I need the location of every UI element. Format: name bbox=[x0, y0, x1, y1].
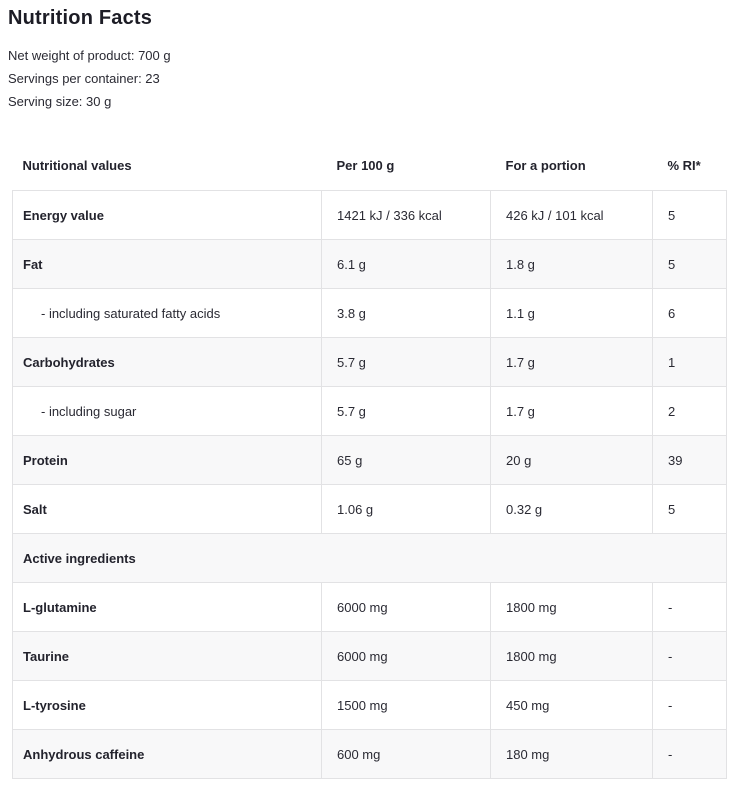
value-ri: 39 bbox=[653, 436, 727, 485]
header-for-a-portion: For a portion bbox=[491, 158, 653, 191]
table-header-row bbox=[13, 158, 727, 191]
table-row-saturated-fatty-acids bbox=[13, 289, 727, 338]
value-per-portion: 1.1 g bbox=[491, 289, 653, 338]
value-per-100g: 1421 kJ / 336 kcal bbox=[322, 191, 491, 240]
table-row-anhydrous-caffeine bbox=[13, 730, 727, 779]
table-row-l-glutamine bbox=[13, 583, 727, 632]
table-row-sugar bbox=[13, 387, 727, 436]
value-per-100g: 600 mg bbox=[322, 730, 491, 779]
value-per-100g: 5.7 g bbox=[322, 387, 491, 436]
value-per-portion: 426 kJ / 101 kcal bbox=[491, 191, 653, 240]
value-per-100g: 6.1 g bbox=[322, 240, 491, 289]
value-per-100g: 6000 mg bbox=[322, 632, 491, 681]
nutrition-table bbox=[12, 158, 727, 779]
value-ri: 2 bbox=[653, 387, 727, 436]
value-per-portion: 1.8 g bbox=[491, 240, 653, 289]
table-section-row-active-ingredients bbox=[13, 534, 727, 583]
value-per-portion: 180 mg bbox=[491, 730, 653, 779]
product-info bbox=[8, 49, 730, 108]
table-row-salt bbox=[13, 485, 727, 534]
header-nutritional-values: Nutritional values bbox=[13, 158, 322, 191]
header-percent-ri: % RI* bbox=[653, 158, 727, 191]
header-per-100g: Per 100 g bbox=[322, 158, 491, 191]
value-ri: - bbox=[653, 583, 727, 632]
value-ri: 5 bbox=[653, 191, 727, 240]
value-per-100g: 6000 mg bbox=[322, 583, 491, 632]
value-ri: 1 bbox=[653, 338, 727, 387]
row-label: Carbohydrates bbox=[13, 338, 322, 387]
value-per-portion: 1.7 g bbox=[491, 387, 653, 436]
value-ri: 5 bbox=[653, 240, 727, 289]
serving-size-line: Serving size: 30 g bbox=[8, 94, 112, 109]
row-label: Anhydrous caffeine bbox=[13, 730, 322, 779]
row-label: Protein bbox=[13, 436, 322, 485]
value-per-100g: 5.7 g bbox=[322, 338, 491, 387]
table-row-fat bbox=[13, 240, 727, 289]
row-sub-label: - including saturated fatty acids bbox=[13, 289, 322, 338]
value-per-100g: 65 g bbox=[322, 436, 491, 485]
value-per-portion: 1800 mg bbox=[491, 632, 653, 681]
section-label: Active ingredients bbox=[13, 534, 727, 583]
value-per-portion: 1.7 g bbox=[491, 338, 653, 387]
value-per-portion: 20 g bbox=[491, 436, 653, 485]
servings-per-container-line: Servings per container: 23 bbox=[8, 71, 160, 86]
value-per-100g: 1.06 g bbox=[322, 485, 491, 534]
table-row-protein bbox=[13, 436, 727, 485]
row-label: Fat bbox=[13, 240, 322, 289]
table-row-taurine bbox=[13, 632, 727, 681]
row-label: Salt bbox=[13, 485, 322, 534]
value-ri: - bbox=[653, 730, 727, 779]
row-sub-label: - including sugar bbox=[13, 387, 322, 436]
value-ri: - bbox=[653, 681, 727, 730]
value-per-portion: 450 mg bbox=[491, 681, 653, 730]
table-row-energy-value bbox=[13, 191, 727, 240]
value-per-portion: 1800 mg bbox=[491, 583, 653, 632]
value-ri: 5 bbox=[653, 485, 727, 534]
value-per-portion: 0.32 g bbox=[491, 485, 653, 534]
value-per-100g: 3.8 g bbox=[322, 289, 491, 338]
table-row-carbohydrates bbox=[13, 338, 727, 387]
value-per-100g: 1500 mg bbox=[322, 681, 491, 730]
net-weight-line: Net weight of product: 700 g bbox=[8, 48, 171, 63]
row-label: L-glutamine bbox=[13, 583, 322, 632]
row-label: Taurine bbox=[13, 632, 322, 681]
page-title: Nutrition Facts bbox=[8, 7, 153, 29]
value-ri: 6 bbox=[653, 289, 727, 338]
row-label: L-tyrosine bbox=[13, 681, 322, 730]
row-label: Energy value bbox=[13, 191, 322, 240]
table-row-l-tyrosine bbox=[13, 681, 727, 730]
value-ri: - bbox=[653, 632, 727, 681]
